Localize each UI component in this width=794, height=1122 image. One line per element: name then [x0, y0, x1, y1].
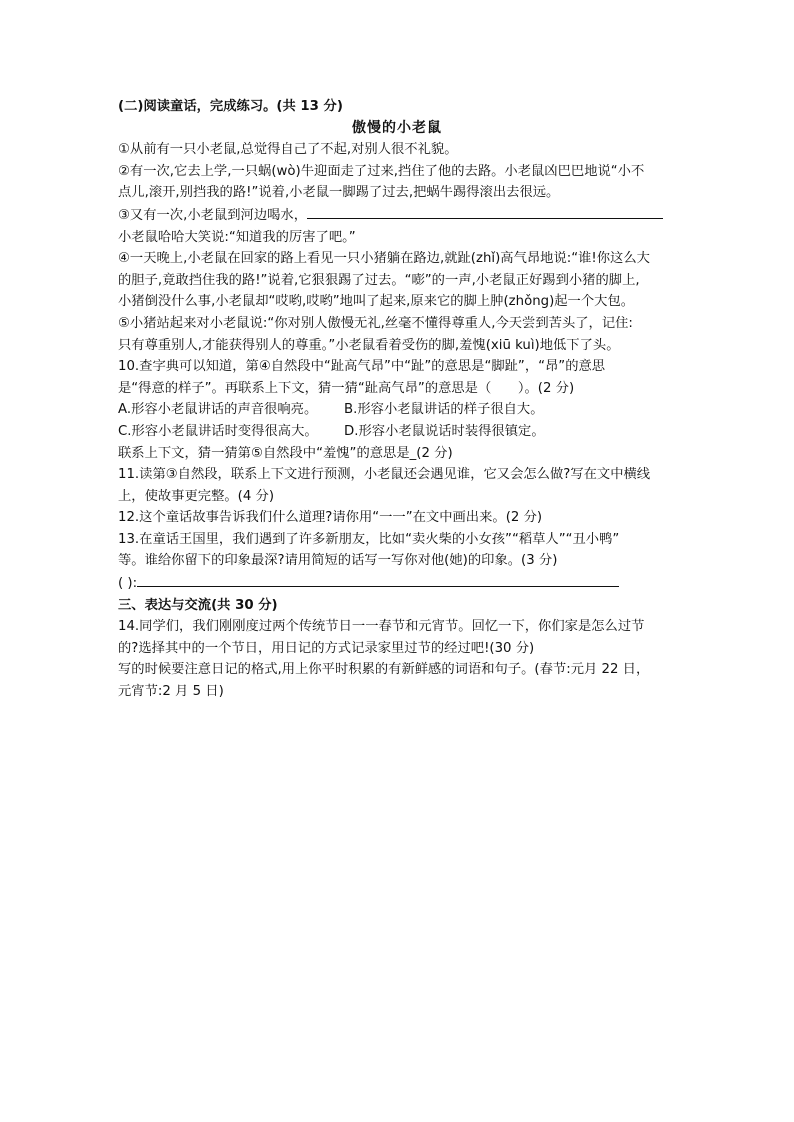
story-paragraph-3-line-1 [118, 204, 676, 227]
option-c[interactable]: C.形容小老鼠讲话时变得很高大。 [118, 423, 318, 439]
question-14-line-3: 写的时候要注意日记的格式,用上你平时积累的有新鲜感的词语和句子。(春节:元月 22 日， [118, 662, 650, 678]
question-10-extra: 联系上下文，猜一猜第⑤自然段中“羞愧”的意思是_(2 分) [118, 445, 453, 461]
question-10-line-2: 是“得意的样子”。再联系上下文，猜一猜“趾高气昂”的意思是（ ）。(2 分) [118, 380, 575, 396]
question-10-options-row-2 [118, 421, 676, 443]
story-paragraph-3-line-2: 小老鼠哈哈大笑说:“知道我的厉害了吧。” [118, 229, 356, 245]
story-paragraph-5-line-2: 只有尊重别人,才能获得别人的尊重。”小老鼠看着受伤的脚,羞愧(xiū kuì)地低下了头。 [118, 337, 620, 353]
section-header-reading: (二)阅读童话，完成练习。(共 13 分) [118, 99, 343, 114]
story-paragraph-2-line-1: ②有一次,它去上学,一只蜗(wò)牛迎面走了过来,挡住了他的去路。小老鼠凶巴巴地说“小不 [118, 163, 645, 179]
story-paragraph-3-text: ③又有一次,小老鼠到河边喝水， [118, 207, 308, 223]
story-paragraph-4-line-1: ④一天晚上,小老鼠在回家的路上看见一只小猪躺在路边,就趾(zhǐ)高气昂地说:“谁!你这么大 [118, 251, 650, 267]
question-12: 12.这个童话故事告诉我们什么道理?请你用“一一”在文中画出来。(2 分) [118, 510, 543, 526]
question-10-options-row-1 [118, 399, 676, 421]
story-title: 傲慢的小老鼠 [352, 119, 442, 136]
question-14-line-2: 的?选择其中的一个节日，用日记的方式记录家里过节的经过吧!(30 分) [118, 640, 535, 656]
option-d[interactable]: D.形容小老鼠说话时装得很镇定。 [344, 423, 545, 439]
answer-blank-q11[interactable] [307, 204, 663, 219]
option-a[interactable]: A.形容小老鼠讲话的声音很响亮。 [118, 402, 318, 418]
story-paragraph-5-line-1: ⑤小猪站起来对小老鼠说:“你对别人傲慢无礼,丝毫不懂得尊重人,今天尝到苦头了，记住: [118, 315, 633, 331]
question-11-line-1: 11.读第③自然段，联系上下文进行预测，小老鼠还会遇见谁，它又会怎么做?写在文中横线 [118, 467, 651, 483]
answer-blank-q13[interactable] [137, 572, 619, 587]
question-14-line-4: 元宵节:2 月 5 日) [118, 684, 224, 700]
story-paragraph-1: ①从前有一只小老鼠,总觉得自己了不起,对别人很不礼貌。 [118, 142, 458, 158]
story-paragraph-2-line-2: 点儿,滚开,别挡我的路!”说着,小老鼠一脚踢了过去,把蜗牛踢得滚出去很远。 [118, 185, 560, 201]
story-paragraph-4-line-2: 的胆子,竟敢挡住我的路!”说着,它狠狠踢了过去。“嘭”的一声,小老鼠正好踢到小猪的脚上, [118, 272, 640, 288]
question-13-answer-line [118, 572, 676, 595]
question-10-line-1: 10.查字典可以知道，第④自然段中“趾高气昂”中“趾”的意思是“脚趾”，“昂”的意思 [118, 359, 606, 375]
story-paragraph-4-line-3: 小猪倒没什么事,小老鼠却“哎哟,哎哟”地叫了起来,原来它的脚上肿(zhǒng)起一个大包。 [118, 294, 635, 310]
question-14-line-1: 14.同学们，我们刚刚度过两个传统节日一一春节和元宵节。回忆一下，你们家是怎么过节 [118, 619, 645, 635]
option-b[interactable]: B.形容小老鼠讲话的样子很自大。 [344, 402, 544, 418]
question-13-line-1: 13.在童话王国里，我们遇到了许多新朋友，比如“卖火柴的小女孩”“稻草人”“丑小鸭” [118, 531, 620, 547]
question-13-line-2: 等。谁给你留下的印象最深?请用简短的话写一写你对他(她)的印象。(3 分) [118, 553, 558, 569]
question-13-answer-prefix: ( ): [118, 576, 138, 592]
section-header-expression: 三、表达与交流(共 30 分) [118, 597, 278, 613]
question-11-line-2: 上，使故事更完整。(4 分) [118, 488, 275, 504]
